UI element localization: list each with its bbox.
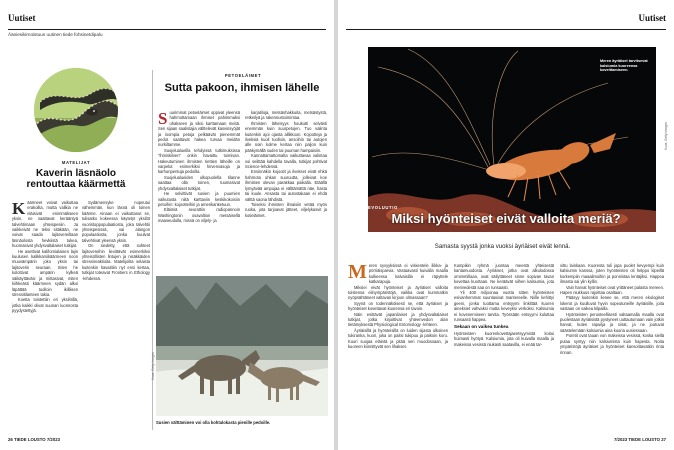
story3-para: Miksiei eivät hyönteiset ja äyriäiset valloita toistensa elinympäristöjä, vaikka ovat kummatkin nyöpsähtäneet valtavan kirjoon olmassaan? <box>348 284 448 301</box>
story3-deck: Samasta syystä jonka vuoksi äyriäiset eivät lennä. <box>434 243 571 250</box>
story3-col1 <box>348 263 448 431</box>
story3-para: Pääsyy kuitenkin lienee se, että meren ekologiset lokerot ja kuulluvat hyvin sopeutuneille äyriäisille, joita vastaan on vaikea kilpailla. <box>560 295 664 312</box>
story2-dropcap: S <box>158 110 168 128</box>
story3-para: Syynä on todennäköisesti se, että äyriäiset ja hyönteiset kovettavat kuorensa eri tavoin. <box>348 300 448 312</box>
story3-subhead: Sekaan on vaikea tunkea <box>454 324 509 330</box>
story3-para: eren syvyyksissä ei viskentele ilikka- ja pörriäisparvia. Vastaavasti kuivalla maalla kulkeessa kalvaisilla ei räpyttele katkarapuja. <box>368 263 448 285</box>
section-title: Uutiset <box>8 13 36 23</box>
wolf-photo <box>156 276 328 416</box>
section-title: Uutiset <box>638 13 666 23</box>
story2-title: Sutta pakoon, ihmisen lähelle <box>164 82 320 94</box>
story1-kicker: MATELIJAT <box>61 160 91 165</box>
story3-dropcap: M <box>348 263 367 283</box>
section-rule <box>8 29 326 30</box>
story2-para: Eläimiä seurattiin radiopannoin Washingtonin osavaltion metsäisellä maaseudulla, missä on viljely- ja <box>158 207 240 224</box>
story1-para: äärmeet voivat vaikuttaa erakoilta, mutta valikia ne eläisivät enimmäkseen yksin, ne saattavat kerääntyä talvehtimaan yhteispesiin. Ja vaikkeivät ne teksi sitäkään, ne voivat saada lajitovereiltaan läsnäolosta hevkiistä tukea, huomasivat yhdysvaltalaiset tutkijat. <box>12 200 78 249</box>
story2-para: karjatiloja, metsänhakkuita, metsästystä, retkeilyä ja rakennustoimintaa. <box>245 110 327 121</box>
story3-para: Puretit ovat tauan von makeissa vesissä, koska siellä pulaa syntyy niin kalsiumista kuin hapesta. Noita ympäristöjä äyriäiset ja hyönteiset kansoittavatkin rinta rinnan. <box>560 333 664 355</box>
story2-col2 <box>245 110 327 270</box>
story3-para: Yli 400 miljoonaa vuotta sitten hyönteisten esivanhemmat suuntasivat mantereelle. Niille kehittyi geeni, jonka tuottama entsyymi linkittää kuoren aineksiet vahvaksi mutta keveyksi verkoksi. Kalsiumia ei kovenemiseen tarvita. Työssään entsyymi kuluttaa runsaasti happea. <box>454 290 554 323</box>
story2-para: Ensinnäkin kojootit ja ilvekset eivät ehkä hahmota uhkan suuruutta, jolleivat koe ihmisten olevan parakkaa paikalla. Etäällä lymyävää ampujaa ei välttämättä näe, hasta tai kuule. Ansasta tai autostakaan ei ehdä välttä saona lähdistä. <box>245 169 327 202</box>
story2-kicker: PETOELÄIMET <box>224 73 262 78</box>
story3-col2 <box>454 263 554 431</box>
story3-para: Äyriäisillä ja hyönteisillä on luiden sijasta ulkoinen tukiranka, kuori, joka on paitsi tukipuu ja paikoin koru. Kuori suojaa eläintä ja pitää sen muodossaan, ja kuoreen kiinnittyvät sen lihakset. <box>348 327 448 350</box>
story2-para: uurimmat petoeläimet oppivat yleensä hahmottamaan ihmiset pahimmaksi uhakseen ja siksi karttamaan meitä. Sen sijaan saalistajia välttelevät kasvinsyöjät ja isompia petoja pelkäävät pienemmät pedot saattavat hakea turvaa meidän nurkiltamme. <box>158 110 240 148</box>
left-page <box>0 0 334 450</box>
story3-para: Kumpikin ryhmä juontaa meestä yhteisestä kantamuodosta. Äyriäiset, jotka ovat alkulodossa omimmillaan, ovat säilyttäneet sinne sopivan tavan kovettaa kuortaan. Ne keräävät siihen kalsiumia, jota merivedestä saa on runsaasti. <box>454 263 554 290</box>
story3-para: vittu lainkaan. Kuoresta tuli jopa puolet kevyempi kuin kalsiumin kanssa, joten hyönteisten oli helppo kipeillä korkempiin maaailmoihin ja ponnistaa lentäjiksi. Happea ilmasta sai ylin kyllin. <box>560 263 664 285</box>
shrimp-caption: Meren äyriäiset tarvitsevat kalsiumia kuoreensa koveittamiseen. <box>600 59 648 73</box>
story1-para: He asettivat kalifornialaisen lajin kuulusen kalikkarsikäärmeen noon muuvämpärin joko yksin tai lajitoverin seuraan. Siten he kolottivat ampärin kylkeä säikäyttäväsi ja mittasivat, miten kiihkeästi käärmeen sydän alkoi läpättää tuolloin ikilliisen stressitilanteen takia. <box>12 248 78 297</box>
story3-para: Näin esittävät japanilaiset ja yhdysvaltalaiset tutkijat, jotka kirjoittivat yhteenvedon alan tietämyksestä Physiological Entomology -lehteen. <box>348 311 448 328</box>
story3-col3 <box>560 263 664 431</box>
wolf-caption: Susien välttäminen voi olla kohtalokasta pienille pedoille. <box>156 420 271 425</box>
story3-para: Hyönteisten perusteellisesti valtaamalla maalla ovat puolestaan äyriäisistä pystyneet uuttautumaan vain jotkin harvat, kuten rapuilja ja siirat, ja ne joutuvat säästelemään kalsiumia aina kuoria uusiessaan. <box>560 311 664 333</box>
photo-credit: Kuva: Getty Images <box>664 122 668 150</box>
story3-title: Miksi hyönteiset eivät valloita meriä? <box>391 211 621 226</box>
story2-para: Toiseksi ihmisten ilmaisiin vetää myös ruoka, jota tarjoavat jätteet, viljelykasvit ja kotieläimet. <box>245 201 327 218</box>
left-folio: 26 TIEDE LOUSTO 7/2023 <box>8 437 60 442</box>
snake-photo <box>34 68 118 152</box>
section-subline: Ääniesikirnoistuun uutinen tiede fohsinetdipalu <box>8 32 103 37</box>
story2-para: He selvittivät susien ja puumien vaikutusta niitä karttaviin keskikokoisiin petoihin: kojootteihin ja amerikanketuun. <box>158 191 240 207</box>
story1-para: On siedetty, että suhteet lajitovereihin lievittävät esimerkiksi yhteisöllisten lintujen ja nisäkkäiden stressireaktioita. Matelijoilta selaista kuitenkin havaittiin nyt ensi kertaa, tutkijat toteavat Frontiers in Ethology -lehdessä. <box>82 243 150 281</box>
story3-para: Hyönteisten kuorenkovettajaentsyymistä koitui huimasti hyötyä. Kalsiumia, jota oli kuivalla maalla ja makeissa vesissä niukasti saatavilla, ei enää tar- <box>454 331 554 347</box>
story1-para: Koetta toistettiin eri yksilöillä, jotka kaikki olivat suunan luonnosta pyydystettyjä. <box>12 297 78 314</box>
story1-para: Sydämensyke nopeutui vähemmän, kun läsnä oli toinen käärme. Ainaan ei vaikuttanut se, tulisatko kokeessa käytetyt yksilöt vuoristoppopulaatiosta, joka talvehtii yhteispesissä, vai alangon populaatiosta, jonka kuulvat talvehtivat yleensä yksin. <box>82 200 150 243</box>
story2-para: Suojelualueilla tehdyissä tutkimuksissa "ihmiskilven" onkin havaittu toimivan. Hakeutuminen ihmisten tiettien läheille on varpelut esimerkiksi hirvenvasoja ja karhunpentuja pedoilta. <box>158 147 240 175</box>
right-folio: 7/2023 TIEDE LOUSTO 27 <box>614 437 666 442</box>
photo-credit: Kuva: Getty Images <box>151 352 155 380</box>
right-page <box>338 0 674 450</box>
story1-col2 <box>82 200 150 432</box>
story3-para: Vain harvat hyönteiset ovat yrittäneet palasta mereen. Hapen niukkuus rajoittaa osaltaan. <box>560 284 664 296</box>
story2-para: Kannattamattomalta vaikuttavaa valintaa voi selittää kahdella tavalla, tutkijat pohtivat Science-lehdessä. <box>245 153 327 170</box>
story2-para: Suojelualueiden ulkopuolella tilanne saattaa olla toinen, tuumasivat yhdysvaltalaiset tutkijat. <box>158 174 240 191</box>
story1-dropcap: K <box>12 200 26 218</box>
story1-title: Kaverin läsnäolo rentouttaa käärmettä <box>26 168 126 190</box>
story3-kicker: EVOLUUTIO <box>368 205 398 210</box>
story1-col1 <box>12 200 78 432</box>
story2-para: Ihmisten läheisyys houkutti selvästi enemmän kuin suurpetojen. Tuo valinta kuitenkin ajoi ojasta allikkoon. Kojootteja ja ilveksiä kuoli tuolloin, ansoihin tai autojen alle noin kolme kertaa niin paljon kuin pääkymällä suden tai puuman hampaisiin. <box>245 120 327 153</box>
section-rule <box>346 29 666 30</box>
story2-col1 <box>158 110 240 270</box>
